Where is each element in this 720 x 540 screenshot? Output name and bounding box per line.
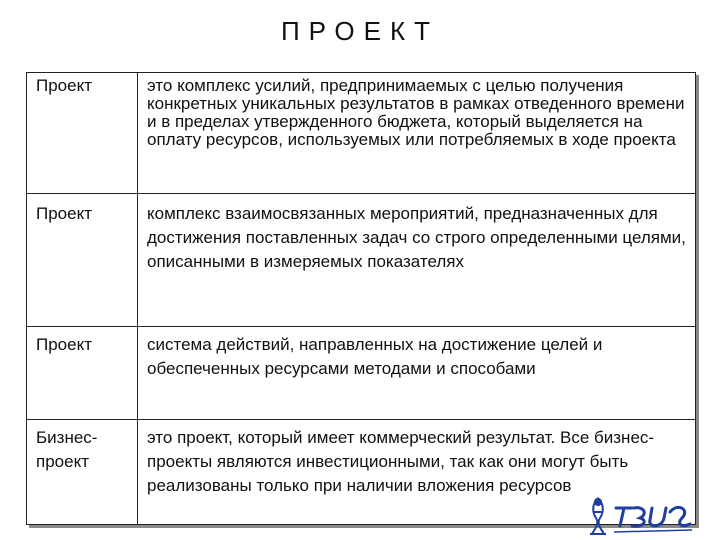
term-cell: Проект (27, 73, 138, 194)
term-cell: Бизнес-проект (27, 420, 138, 525)
table-row (27, 73, 696, 194)
page-title: ПРОЕКТ (280, 16, 440, 46)
term-cell: Проект (27, 194, 138, 327)
table-row (27, 327, 696, 420)
definition-cell: комплекс взаимосвязанных мероприятий, предназначенных для достижения поставленных задач со строго определенными целями, описанными в измеряемых показателях (138, 194, 696, 327)
table-row (27, 194, 696, 327)
definition-cell: система действий, направленных на достижение целей и обеспеченных ресурсами методами и способами (138, 327, 696, 420)
definitions-table (26, 72, 696, 525)
term-cell: Проект (27, 327, 138, 420)
definition-cell: это проект, который имеет коммерческий результат. Все бизнес-проекты являются инвестиционными, так как они могут быть реализованы только при наличии вложения ресурсов (138, 420, 696, 525)
university-logo-icon (582, 494, 694, 536)
definition-cell: это комплекс усилий, предпринимаемых с целью получения конкретных уникальных результатов в рамках отведенного времени и в пределах утвержденного бюджета, который выделяется на оплату ресурсов, используемых или потребляемых в ходе проекта (138, 73, 696, 194)
